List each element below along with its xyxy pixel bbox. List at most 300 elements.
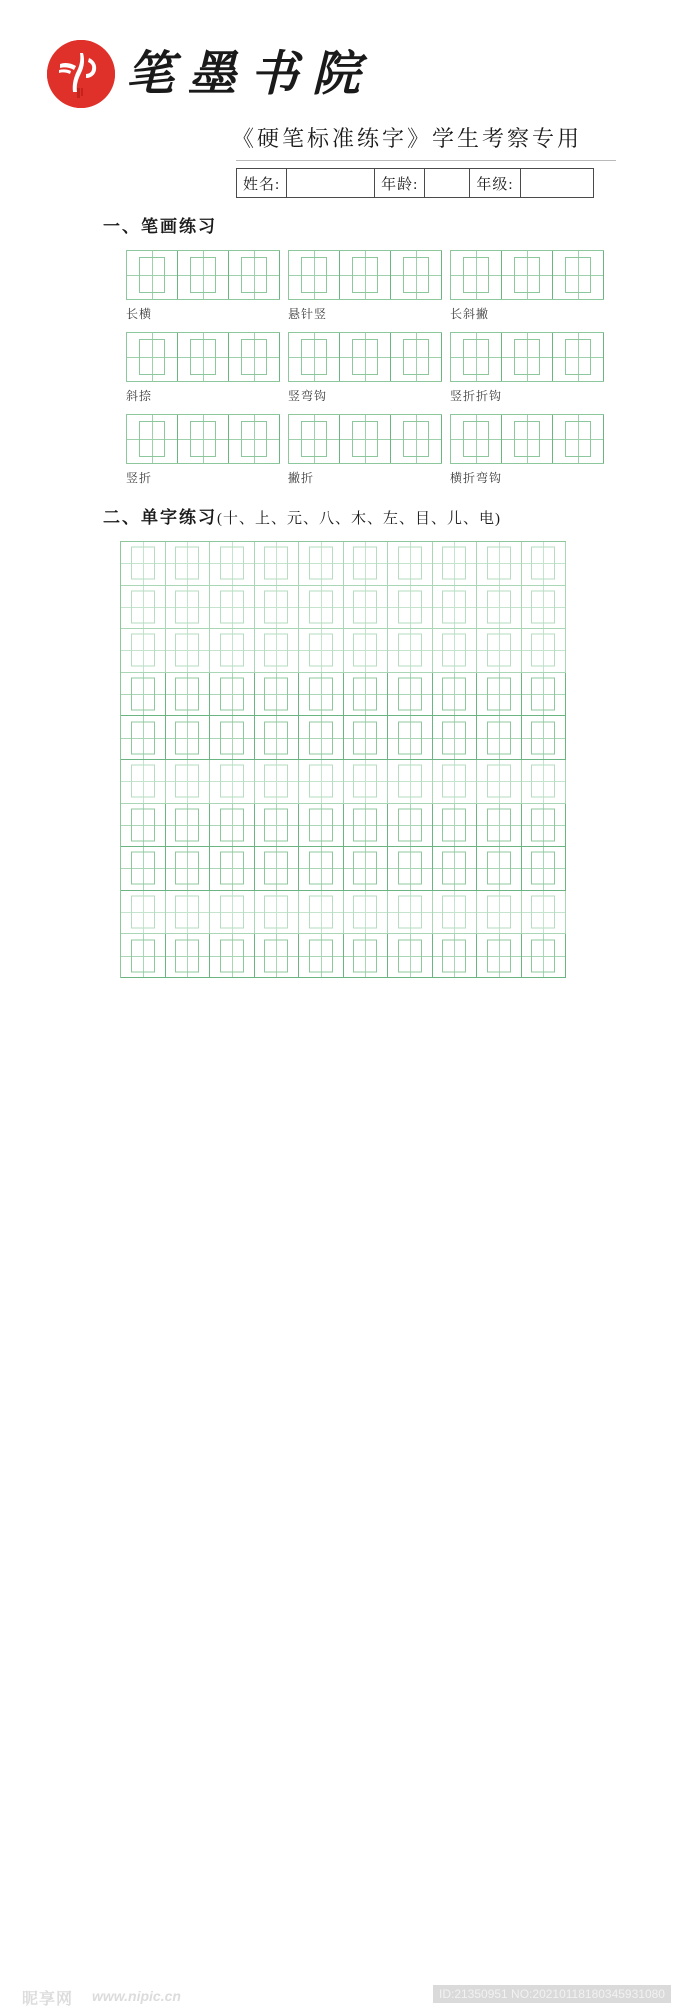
cell-inner-box (139, 257, 165, 293)
cell-inner-box (398, 547, 422, 580)
character-grid-cell[interactable] (433, 891, 478, 935)
character-grid-cell[interactable] (433, 629, 478, 673)
watermark-site-url: www.nipic.cn (92, 1988, 181, 2004)
character-grid-cell[interactable] (299, 716, 344, 760)
character-grid-cell[interactable] (433, 586, 478, 630)
stroke-label: 撇折 (288, 471, 315, 485)
stroke-practice-group[interactable] (450, 250, 604, 322)
cell-inner-box (309, 721, 333, 754)
character-grid-cell[interactable] (166, 804, 211, 848)
character-grid-cell[interactable] (166, 629, 211, 673)
cell-inner-box (531, 896, 555, 929)
character-grid-cell[interactable] (388, 804, 433, 848)
character-grid-cell[interactable] (344, 629, 389, 673)
cell-inner-box (442, 852, 466, 885)
cell-inner-box (398, 896, 422, 929)
cell-inner-box (264, 939, 288, 972)
character-heading-main: 二、单字练习 (103, 508, 217, 527)
stroke-practice-group[interactable] (450, 332, 604, 404)
section-character-heading (103, 503, 501, 528)
stroke-grid-cell[interactable] (391, 415, 442, 463)
stroke-practice-group[interactable] (288, 414, 442, 486)
stroke-grid-cell[interactable] (553, 415, 604, 463)
stroke-grid-cell[interactable] (127, 333, 178, 381)
character-grid-cell[interactable] (166, 586, 211, 630)
brush-pen-circle-logo-icon (47, 40, 115, 108)
cell-inner-box (264, 634, 288, 667)
stroke-label: 斜捺 (126, 389, 153, 403)
cell-inner-box (131, 634, 155, 667)
character-grid-cell[interactable] (477, 934, 522, 978)
cell-inner-box (353, 721, 377, 754)
cell-inner-box (220, 939, 244, 972)
cell-inner-box (175, 547, 199, 580)
stroke-grid[interactable] (450, 250, 604, 300)
stroke-grid-cell[interactable] (289, 251, 340, 299)
stroke-practice-group[interactable] (450, 414, 604, 486)
stroke-grid[interactable] (126, 332, 280, 382)
cell-inner-box (487, 939, 511, 972)
stroke-grid-cell[interactable] (340, 415, 391, 463)
character-grid-cell[interactable] (166, 847, 211, 891)
character-grid-cell[interactable] (344, 804, 389, 848)
cell-inner-box (175, 634, 199, 667)
stroke-practice-group[interactable] (288, 250, 442, 322)
character-grid-cell[interactable] (433, 716, 478, 760)
stroke-grid-cell[interactable] (391, 251, 442, 299)
stroke-grid-cell[interactable] (553, 251, 604, 299)
stroke-grid-cell[interactable] (340, 251, 391, 299)
cell-inner-box (352, 257, 378, 293)
character-grid-cell[interactable] (121, 716, 166, 760)
cell-inner-box (309, 765, 333, 798)
age-field-label: 年龄: (375, 169, 425, 197)
page-header (0, 0, 689, 118)
character-grid-cell[interactable] (210, 716, 255, 760)
character-grid-cell[interactable] (388, 847, 433, 891)
cell-inner-box (353, 634, 377, 667)
cell-inner-box (398, 808, 422, 841)
cell-inner-box (220, 547, 244, 580)
cell-inner-box (131, 939, 155, 972)
character-grid-cell[interactable] (433, 673, 478, 717)
cell-inner-box (220, 590, 244, 623)
character-grid-cell[interactable] (477, 673, 522, 717)
section-stroke-heading: 一、笔画练习 (103, 217, 217, 236)
cell-inner-box (398, 765, 422, 798)
stroke-grid-cell[interactable] (289, 415, 340, 463)
stroke-grid-cell[interactable] (451, 415, 502, 463)
character-grid-cell[interactable] (344, 934, 389, 978)
cell-inner-box (264, 590, 288, 623)
cell-inner-box (442, 808, 466, 841)
cell-inner-box (531, 634, 555, 667)
character-grid-cell[interactable] (477, 847, 522, 891)
character-grid-cell[interactable] (121, 804, 166, 848)
character-grid-cell[interactable] (299, 934, 344, 978)
stroke-practice-group[interactable] (126, 250, 280, 322)
stroke-practice-group[interactable] (126, 332, 280, 404)
character-grid-cell[interactable] (210, 629, 255, 673)
student-info-form (236, 168, 594, 198)
cell-inner-box (442, 547, 466, 580)
cell-inner-box (398, 634, 422, 667)
character-grid-cell[interactable] (255, 934, 300, 978)
character-grid-cell[interactable] (477, 891, 522, 935)
cell-inner-box (442, 634, 466, 667)
character-grid-cell[interactable] (344, 760, 389, 804)
cell-inner-box (139, 339, 165, 375)
stroke-grid-cell[interactable] (229, 415, 280, 463)
cell-inner-box (463, 257, 489, 293)
stroke-grid[interactable] (288, 414, 442, 464)
character-grid-cell[interactable] (299, 804, 344, 848)
cell-inner-box (442, 896, 466, 929)
character-grid-cell[interactable] (299, 760, 344, 804)
character-grid-cell[interactable] (388, 716, 433, 760)
cell-inner-box (565, 257, 591, 293)
character-grid-cell[interactable] (166, 542, 211, 586)
stroke-grid[interactable] (288, 250, 442, 300)
character-grid-cell[interactable] (255, 586, 300, 630)
cell-inner-box (487, 678, 511, 711)
character-grid-cell[interactable] (388, 891, 433, 935)
character-grid-cell[interactable] (210, 586, 255, 630)
character-grid-cell[interactable] (522, 804, 567, 848)
cell-inner-box (190, 257, 216, 293)
character-grid-cell[interactable] (522, 673, 567, 717)
cell-inner-box (131, 721, 155, 754)
cell-inner-box (264, 852, 288, 885)
character-grid-cell[interactable] (344, 673, 389, 717)
stroke-grid-cell[interactable] (451, 251, 502, 299)
character-grid-cell[interactable] (433, 934, 478, 978)
cell-inner-box (353, 808, 377, 841)
character-grid-cell[interactable] (210, 804, 255, 848)
cell-inner-box (301, 257, 327, 293)
character-grid-cell[interactable] (166, 716, 211, 760)
character-grid-cell[interactable] (477, 716, 522, 760)
character-grid-cell[interactable] (433, 804, 478, 848)
cell-inner-box (487, 721, 511, 754)
character-grid-cell[interactable] (166, 673, 211, 717)
cell-inner-box (442, 721, 466, 754)
cell-inner-box (565, 421, 591, 457)
cell-inner-box (531, 547, 555, 580)
cell-inner-box (487, 852, 511, 885)
character-grid-cell[interactable] (166, 760, 211, 804)
cell-inner-box (487, 808, 511, 841)
cell-inner-box (514, 421, 540, 457)
cell-inner-box (131, 678, 155, 711)
cell-inner-box (403, 257, 429, 293)
cell-inner-box (139, 421, 165, 457)
character-grid-cell[interactable] (166, 891, 211, 935)
character-grid-cell[interactable] (121, 934, 166, 978)
character-grid-cell[interactable] (255, 760, 300, 804)
stroke-label: 横折弯钩 (450, 471, 503, 485)
character-grid-cell[interactable] (388, 934, 433, 978)
character-grid-cell[interactable] (121, 629, 166, 673)
character-grid-cell[interactable] (210, 760, 255, 804)
stroke-grid-cell[interactable] (178, 333, 229, 381)
cell-inner-box (531, 852, 555, 885)
stroke-grid[interactable] (450, 332, 604, 382)
character-grid-cell[interactable] (344, 586, 389, 630)
character-grid-cell[interactable] (255, 847, 300, 891)
footer-watermark-band (0, 988, 689, 2008)
character-grid-cell[interactable] (388, 760, 433, 804)
stroke-practice-group[interactable] (126, 414, 280, 486)
age-input[interactable] (425, 169, 470, 197)
character-grid-cell[interactable] (210, 934, 255, 978)
cell-inner-box (487, 590, 511, 623)
cell-inner-box (309, 678, 333, 711)
cell-inner-box (190, 421, 216, 457)
cell-inner-box (309, 634, 333, 667)
character-grid-cell[interactable] (299, 891, 344, 935)
character-grid-cell[interactable] (477, 586, 522, 630)
cell-inner-box (353, 547, 377, 580)
character-grid-cell[interactable] (388, 586, 433, 630)
stroke-grid-cell[interactable] (451, 333, 502, 381)
cell-inner-box (442, 765, 466, 798)
character-grid-cell[interactable] (166, 934, 211, 978)
cell-inner-box (220, 765, 244, 798)
cell-inner-box (220, 678, 244, 711)
character-grid-cell[interactable] (477, 760, 522, 804)
cell-inner-box (190, 339, 216, 375)
cell-inner-box (309, 852, 333, 885)
character-grid-cell[interactable] (299, 542, 344, 586)
cell-inner-box (442, 590, 466, 623)
cell-inner-box (398, 590, 422, 623)
stroke-grid-cell[interactable] (127, 415, 178, 463)
name-field-label: 姓名: (237, 169, 287, 197)
character-grid-cell[interactable] (255, 804, 300, 848)
character-grid-cell[interactable] (477, 629, 522, 673)
cell-inner-box (531, 939, 555, 972)
document-subtitle: 《硬笔标准练字》学生考察专用 (232, 126, 583, 151)
character-grid-cell[interactable] (388, 629, 433, 673)
character-grid-cell[interactable] (522, 542, 567, 586)
cell-inner-box (531, 721, 555, 754)
stroke-label: 竖折 (126, 471, 153, 485)
cell-inner-box (487, 634, 511, 667)
cell-inner-box (463, 339, 489, 375)
cell-inner-box (309, 808, 333, 841)
cell-inner-box (131, 852, 155, 885)
cell-inner-box (352, 421, 378, 457)
cell-inner-box (353, 678, 377, 711)
stroke-grid-cell[interactable] (178, 415, 229, 463)
cell-inner-box (241, 339, 267, 375)
cell-inner-box (131, 808, 155, 841)
stroke-grid[interactable] (288, 332, 442, 382)
cell-inner-box (353, 590, 377, 623)
character-grid-cell[interactable] (477, 542, 522, 586)
brand-title: 笔墨书院 (126, 46, 375, 102)
character-grid-cell[interactable] (255, 716, 300, 760)
cell-inner-box (352, 339, 378, 375)
stroke-label: 长横 (126, 307, 153, 321)
stroke-grid-cell[interactable] (391, 333, 442, 381)
name-input[interactable] (287, 169, 375, 197)
stroke-practice-group[interactable] (288, 332, 442, 404)
character-grid-cell[interactable] (344, 891, 389, 935)
character-heading-list: (十、上、元、八、木、左、目、儿、电) (217, 511, 501, 527)
cell-inner-box (531, 678, 555, 711)
cell-inner-box (353, 896, 377, 929)
character-grid-cell[interactable] (299, 673, 344, 717)
stroke-grid-cell[interactable] (502, 251, 553, 299)
character-grid-cell[interactable] (121, 760, 166, 804)
character-grid-cell[interactable] (121, 673, 166, 717)
character-grid-cell[interactable] (121, 586, 166, 630)
character-grid-cell[interactable] (121, 542, 166, 586)
character-grid-cell[interactable] (299, 847, 344, 891)
cell-inner-box (175, 765, 199, 798)
character-grid-cell[interactable] (344, 716, 389, 760)
character-grid-cell[interactable] (255, 542, 300, 586)
character-grid-cell[interactable] (433, 542, 478, 586)
character-grid-cell[interactable] (210, 847, 255, 891)
character-grid-cell[interactable] (210, 673, 255, 717)
character-grid-cell[interactable] (121, 891, 166, 935)
cell-inner-box (264, 896, 288, 929)
cell-inner-box (131, 765, 155, 798)
stroke-grid[interactable] (450, 414, 604, 464)
cell-inner-box (264, 721, 288, 754)
cell-inner-box (175, 721, 199, 754)
grade-field-label: 年级: (470, 169, 520, 197)
character-grid-cell[interactable] (255, 891, 300, 935)
cell-inner-box (175, 808, 199, 841)
cell-inner-box (264, 547, 288, 580)
character-grid-cell[interactable] (388, 542, 433, 586)
subtitle-divider (236, 160, 616, 161)
character-grid-cell[interactable] (344, 847, 389, 891)
stroke-grid[interactable] (126, 250, 280, 300)
character-grid-cell[interactable] (210, 542, 255, 586)
cell-inner-box (487, 765, 511, 798)
cell-inner-box (175, 590, 199, 623)
cell-inner-box (220, 852, 244, 885)
cell-inner-box (398, 939, 422, 972)
watermark-id-text: ID:21350951 NO:20210118180345931080 (433, 1985, 671, 2003)
character-grid-cell[interactable] (121, 847, 166, 891)
grade-input[interactable] (521, 169, 593, 197)
cell-inner-box (403, 339, 429, 375)
cell-inner-box (487, 547, 511, 580)
character-grid-cell[interactable] (522, 847, 567, 891)
stroke-grid-cell[interactable] (340, 333, 391, 381)
cell-inner-box (220, 808, 244, 841)
cell-inner-box (514, 257, 540, 293)
cell-inner-box (301, 421, 327, 457)
cell-inner-box (131, 896, 155, 929)
stroke-label: 竖弯钩 (288, 389, 328, 403)
character-grid-cell[interactable] (299, 629, 344, 673)
cell-inner-box (220, 634, 244, 667)
cell-inner-box (309, 590, 333, 623)
cell-inner-box (514, 339, 540, 375)
character-grid-cell[interactable] (522, 934, 567, 978)
cell-inner-box (531, 765, 555, 798)
cell-inner-box (131, 547, 155, 580)
cell-inner-box (220, 721, 244, 754)
cell-inner-box (442, 939, 466, 972)
stroke-label: 悬针竖 (288, 307, 328, 321)
watermark-site-logo: 昵享网 (22, 1991, 74, 2008)
cell-inner-box (353, 765, 377, 798)
character-grid-cell[interactable] (522, 891, 567, 935)
cell-inner-box (175, 939, 199, 972)
cell-inner-box (398, 678, 422, 711)
character-grid-cell[interactable] (433, 760, 478, 804)
stroke-grid-cell[interactable] (229, 251, 280, 299)
character-grid-cell[interactable] (255, 629, 300, 673)
cell-inner-box (264, 808, 288, 841)
cell-inner-box (175, 852, 199, 885)
stroke-label: 竖折折钩 (450, 389, 503, 403)
cell-inner-box (241, 421, 267, 457)
character-grid-cell[interactable] (210, 891, 255, 935)
stroke-grid-cell[interactable] (502, 333, 553, 381)
character-grid-cell[interactable] (255, 673, 300, 717)
cell-inner-box (398, 852, 422, 885)
stroke-grid-cell[interactable] (289, 333, 340, 381)
character-grid-cell[interactable] (522, 629, 567, 673)
character-grid-cell[interactable] (522, 586, 567, 630)
character-grid-cell[interactable] (477, 804, 522, 848)
cell-inner-box (531, 590, 555, 623)
stroke-grid-cell[interactable] (502, 415, 553, 463)
cell-inner-box (442, 678, 466, 711)
cell-inner-box (175, 678, 199, 711)
cell-inner-box (264, 678, 288, 711)
stroke-grid-cell[interactable] (127, 251, 178, 299)
cell-inner-box (309, 547, 333, 580)
cell-inner-box (353, 852, 377, 885)
cell-inner-box (403, 421, 429, 457)
cell-inner-box (301, 339, 327, 375)
stroke-grid-cell[interactable] (553, 333, 604, 381)
character-practice-grid[interactable] (120, 541, 566, 978)
stroke-grid[interactable] (126, 414, 280, 464)
cell-inner-box (565, 339, 591, 375)
cell-inner-box (309, 896, 333, 929)
character-grid-cell[interactable] (433, 847, 478, 891)
stroke-grid-cell[interactable] (229, 333, 280, 381)
character-grid-cell[interactable] (388, 673, 433, 717)
stroke-grid-cell[interactable] (178, 251, 229, 299)
character-grid-cell[interactable] (344, 542, 389, 586)
cell-inner-box (463, 421, 489, 457)
character-grid-cell[interactable] (522, 716, 567, 760)
cell-inner-box (487, 896, 511, 929)
cell-inner-box (220, 896, 244, 929)
character-grid-cell[interactable] (522, 760, 567, 804)
character-grid-cell[interactable] (299, 586, 344, 630)
cell-inner-box (131, 590, 155, 623)
cell-inner-box (309, 939, 333, 972)
stroke-label: 长斜撇 (450, 307, 490, 321)
cell-inner-box (241, 257, 267, 293)
cell-inner-box (175, 896, 199, 929)
cell-inner-box (353, 939, 377, 972)
cell-inner-box (398, 721, 422, 754)
